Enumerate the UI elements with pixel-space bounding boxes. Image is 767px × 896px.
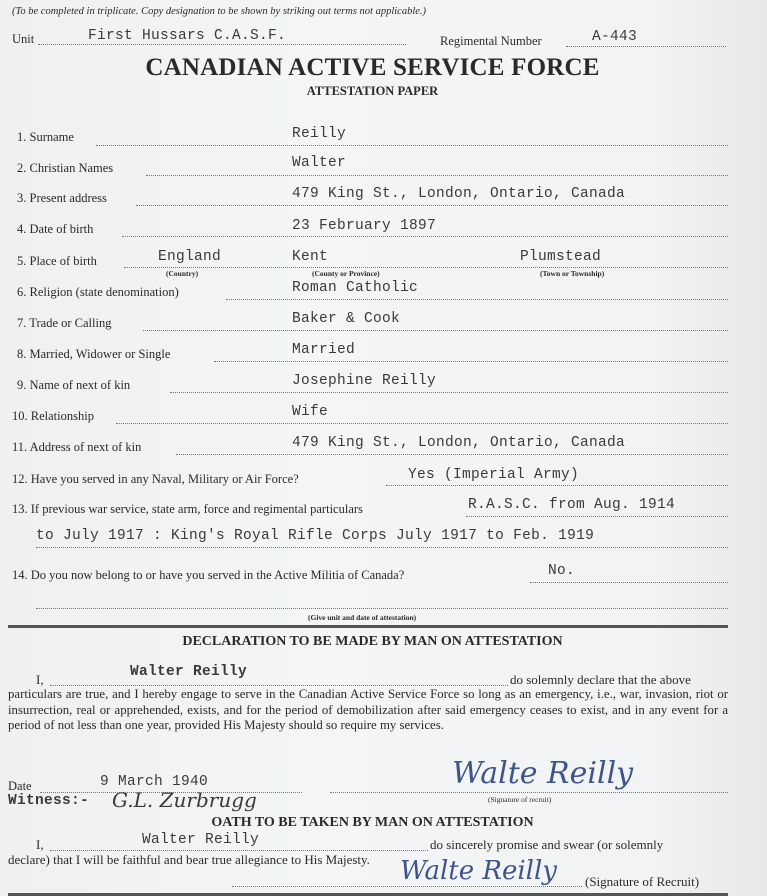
field-surname-value: Reilly: [292, 126, 347, 142]
page-title: CANADIAN ACTIVE SERVICE FORCE: [145, 54, 600, 81]
field-date-of-birth-value: 23 February 1897: [292, 218, 437, 234]
field-present-address-value: 479 King St., London, Ontario, Canada: [292, 186, 626, 202]
field-war-service-line: [466, 516, 728, 517]
field-next-of-kin-line: [170, 392, 728, 393]
signature-caption: (Signature of recruit): [488, 795, 552, 804]
recruit-signature-line: [330, 792, 728, 793]
regimental-number-value: A-443: [592, 29, 638, 45]
regimental-number-label: Regimental Number: [440, 34, 542, 48]
declaration-prefix: I,: [36, 672, 44, 687]
field-prior-service-value: Yes (Imperial Army): [408, 467, 580, 483]
field-place-of-birth-town: Plumstead: [520, 249, 602, 265]
oath-signature-caption: (Signature of Recruit): [585, 874, 700, 889]
field-marital-status-line: [214, 361, 728, 362]
field-surname-label: 1. Surname: [17, 130, 74, 144]
field-christian-names-value: Walter: [292, 155, 347, 171]
field-war-service-value: R.A.S.C. from Aug. 1914: [468, 497, 676, 513]
oath-signature: Walte Reilly: [400, 856, 557, 886]
unit-value: First Hussars C.A.S.F.: [88, 28, 287, 44]
oath-body: declare) that I will be faithful and bear true allegiance to His Majesty.: [8, 852, 370, 867]
recruit-signature: Walte Reilly: [452, 756, 634, 791]
declaration-suffix: do solemnly declare that the above: [510, 672, 691, 687]
date-value: 9 March 1940: [100, 774, 209, 790]
field-next-of-kin-value: Josephine Reilly: [292, 373, 437, 389]
field-place-of-birth-country: England: [158, 249, 222, 265]
field-surname-line: [96, 145, 728, 146]
caption-give-unit: (Give unit and date of attestation): [308, 613, 417, 622]
field-relationship-value: Wife: [292, 404, 329, 420]
field-prior-service-label: 12. Have you served in any Naval, Military or Air Force?: [12, 472, 299, 486]
witness-signature: G.L. Zurbrugg: [112, 788, 257, 812]
date-label: Date: [8, 779, 32, 793]
section-divider: [8, 625, 728, 628]
field-trade-value: Baker & Cook: [292, 311, 401, 327]
field-prior-service-line: [386, 485, 728, 486]
field-active-militia-value: No.: [548, 563, 576, 579]
caption-town: (Town or Township): [540, 269, 605, 278]
oath-suffix: do sincerely promise and swear (or solemnly: [430, 837, 664, 852]
field-war-service-line-2: [36, 547, 728, 548]
field-place-of-birth-label: 5. Place of birth: [17, 254, 97, 268]
field-christian-names-label: 2. Christian Names: [17, 161, 114, 175]
field-war-service-label: 13. If previous war service, state arm, force and regimental particulars: [12, 502, 363, 516]
field-marital-status-label: 8. Married, Widower or Single: [17, 347, 171, 361]
unit-label: Unit: [12, 32, 35, 46]
field-next-of-kin-address-line: [176, 454, 728, 455]
field-war-service-value-2: to July 1917 : King's Royal Rifle Corps July 1917 to Feb. 1919: [36, 528, 595, 544]
field-relationship-label: 10. Relationship: [12, 409, 94, 423]
regimental-number-line: [566, 46, 726, 47]
field-present-address-label: 3. Present address: [17, 191, 107, 205]
field-christian-names-line: [146, 175, 728, 176]
witness-label: Witness:-: [8, 793, 90, 809]
oath-name-line: [50, 850, 428, 851]
field-date-of-birth-label: 4. Date of birth: [17, 222, 94, 236]
field-active-militia-line: [530, 582, 728, 583]
field-next-of-kin-address-label: 11. Address of next of kin: [12, 440, 142, 454]
field-religion-value: Roman Catholic: [292, 280, 419, 296]
field-next-of-kin-label: 9. Name of next of kin: [17, 378, 131, 392]
unit-line: [38, 44, 406, 45]
page-subtitle: ATTESTATION PAPER: [306, 84, 439, 98]
oath-heading: OATH TO BE TAKEN BY MAN ON ATTESTATION: [211, 815, 534, 830]
field-religion-label: 6. Religion (state denomination): [17, 285, 179, 299]
field-relationship-line: [116, 423, 728, 424]
declaration-body: particulars are true, and I hereby engage to serve in the Canadian Active Service Force so long as an emergency, i.e., war, invasion, riot or insurrection, real or apprehended, exists, and for the period of demobilization after said emergency ceases to exist, and in any event for a period of not less than one year, provided His Majesty should so require my services.: [8, 687, 728, 732]
field-date-of-birth-line: [122, 236, 728, 237]
field-place-of-birth-line: [124, 267, 728, 268]
field-place-of-birth-county: Kent: [292, 249, 329, 265]
declaration-name-line: [50, 685, 508, 686]
oath-signature-line: [232, 886, 582, 887]
caption-country: (Country): [166, 269, 199, 278]
field-next-of-kin-address-value: 479 King St., London, Ontario, Canada: [292, 435, 626, 451]
instruction-note: (To be completed in triplicate. Copy designation to be shown by striking out terms not applicable.): [12, 6, 427, 17]
oath-name: Walter Reilly: [142, 832, 260, 848]
field-present-address-line: [136, 205, 728, 206]
declaration-name: Walter Reilly: [130, 664, 248, 680]
declaration-heading: DECLARATION TO BE MADE BY MAN ON ATTESTATION: [182, 634, 563, 649]
caption-county: (County or Province): [312, 269, 380, 278]
field-trade-label: 7. Trade or Calling: [17, 316, 112, 330]
field-religion-line: [226, 299, 728, 300]
field-marital-status-value: Married: [292, 342, 356, 358]
field-active-militia-label: 14. Do you now belong to or have you served in the Active Militia of Canada?: [12, 568, 405, 582]
field-trade-line: [143, 330, 728, 331]
field-active-militia-line-2: [36, 608, 728, 609]
oath-prefix: I,: [36, 837, 44, 852]
